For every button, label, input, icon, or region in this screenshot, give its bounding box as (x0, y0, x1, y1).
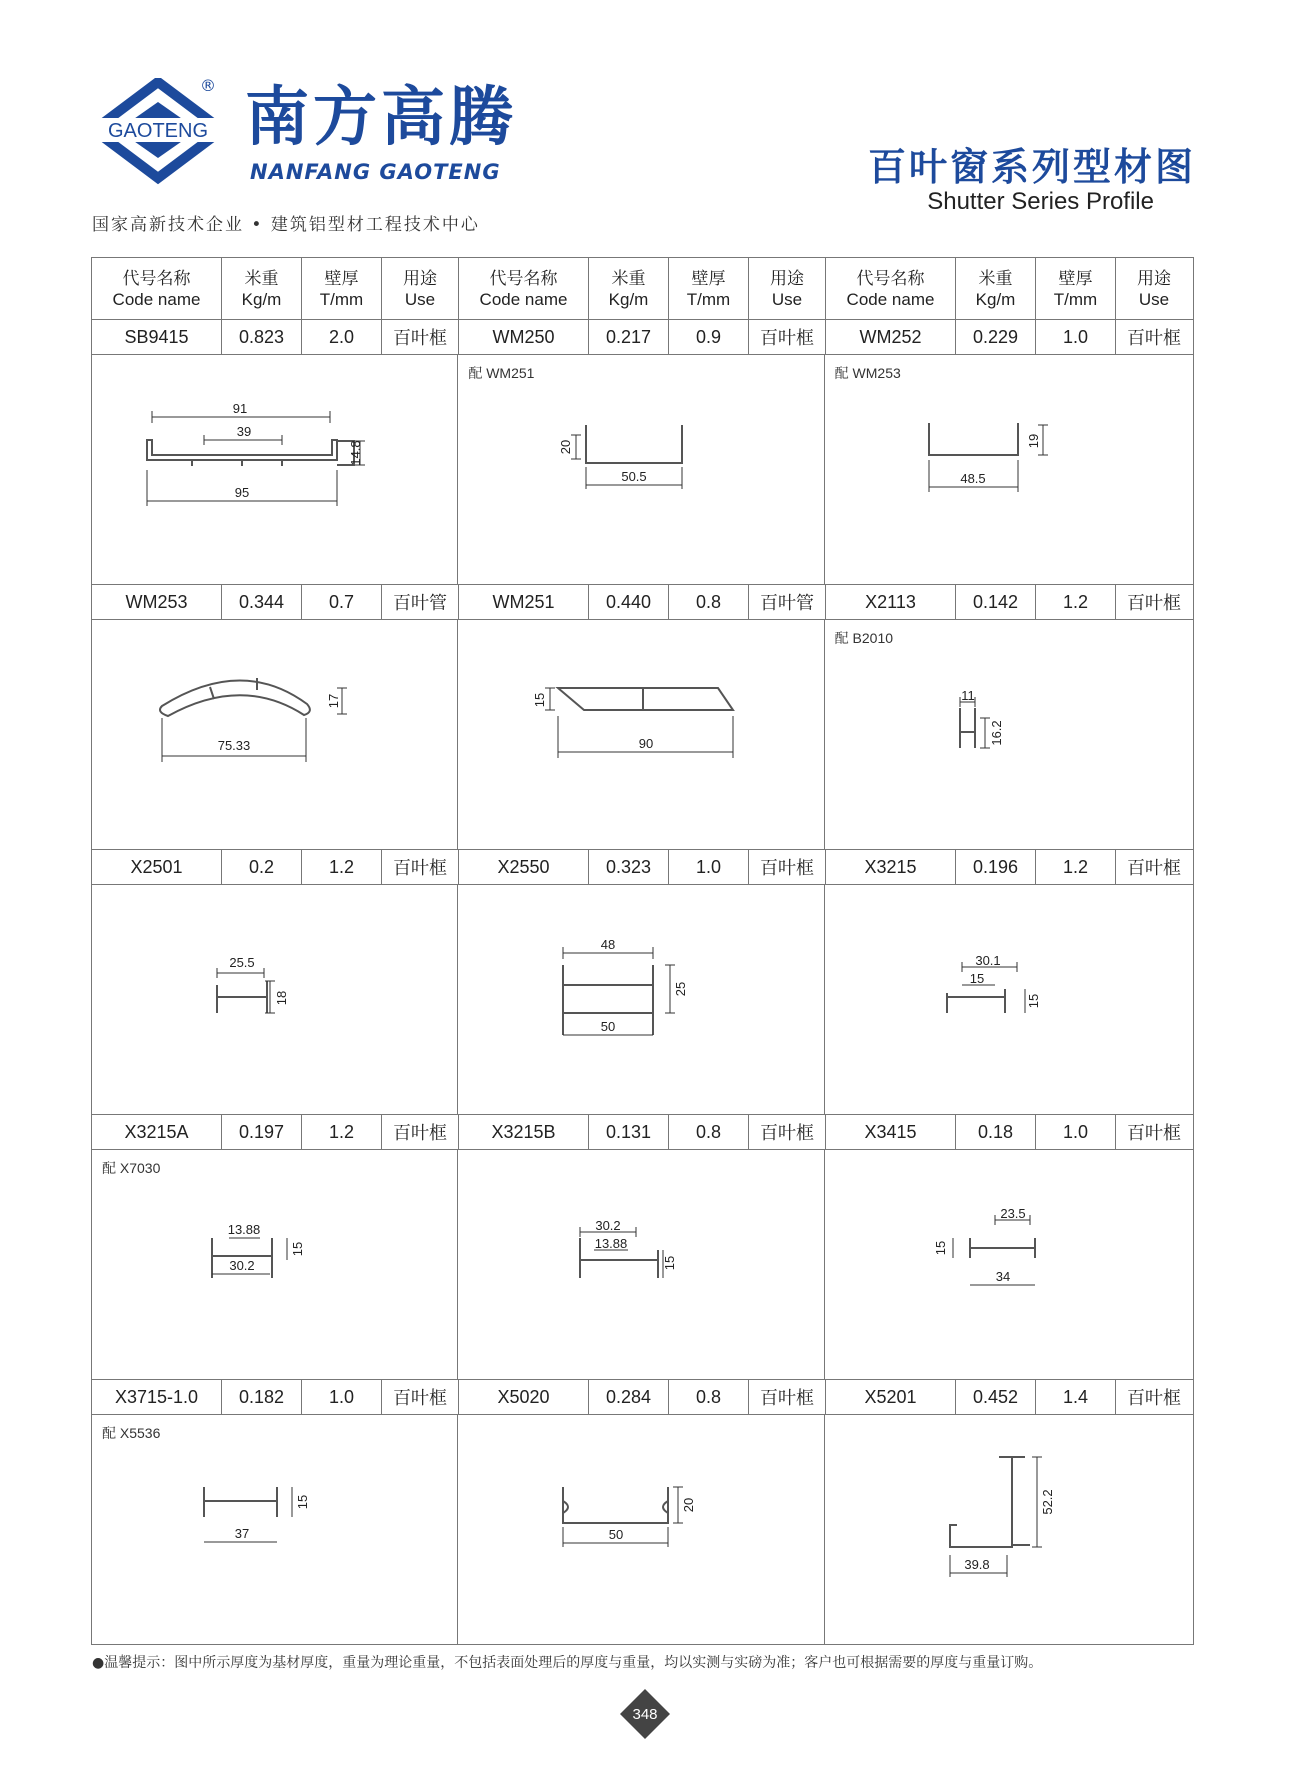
cell-use: 百叶框 (749, 1380, 826, 1414)
profile-drawing (825, 620, 1194, 849)
dimension-label: 95 (234, 485, 250, 500)
dimension-label: 30.1 (975, 953, 1001, 968)
header-use (382, 258, 459, 319)
dimension-label: 20 (558, 439, 574, 455)
profile-drawing (458, 1150, 827, 1379)
dimension-label: 15 (662, 1255, 678, 1271)
header-code-cn: 代号名称 (856, 268, 925, 288)
pairing-note: 配 X5536 (102, 1425, 161, 1441)
footer-note: ●温馨提示：图中所示厚度为基材厚度，重量为理论重量，不包括表面处理后的厚度与重量，均以实测与实磅为准；客户也可根据需要的厚度与重量订购。 (92, 1655, 1043, 1671)
cell-thickness: 1.0 (1036, 1115, 1116, 1149)
cell-use: 百叶框 (1127, 593, 1181, 613)
cell-code-name: WM250 (459, 320, 589, 354)
dimension-label: 15 (1025, 993, 1041, 1009)
header-thick-en: T/mm (319, 289, 364, 309)
cell-use: 百叶框 (1127, 1388, 1181, 1408)
profile-figure (92, 885, 458, 1114)
dimension-label: 50.5 (621, 469, 647, 484)
figure-row (91, 885, 1194, 1115)
header-weight (589, 258, 669, 319)
cell-thickness: 1.2 (1036, 850, 1116, 884)
cell-thickness: 1.0 (669, 850, 749, 884)
pairing-note: 配 WM251 (468, 365, 535, 381)
registered-mark: ® (200, 76, 216, 95)
cell-code-name: X3215A (92, 1115, 222, 1149)
cell-thickness: 0.8 (669, 1115, 749, 1149)
cell-weight: 0.344 (222, 585, 302, 619)
dimension-label: 52.2 (1039, 1489, 1055, 1515)
cell-use: 百叶管 (382, 585, 459, 619)
cell-use: 百叶框 (1127, 328, 1181, 348)
profile-figure (825, 885, 1193, 1114)
cell-thickness: 1.0 (302, 1380, 382, 1414)
cell-use: 百叶框 (1127, 1123, 1181, 1143)
cell-weight: 0.2 (222, 850, 302, 884)
header-use-cn: 用途 (1137, 268, 1171, 288)
profile-drawing (458, 885, 827, 1114)
dimension-label: 19 (1025, 433, 1041, 449)
cell-use: 百叶框 (749, 320, 826, 354)
profile-figure (458, 620, 824, 849)
header-use (1116, 258, 1192, 319)
header-use-cn: 用途 (403, 268, 437, 288)
header-use-cn: 用途 (770, 268, 804, 288)
cell-thickness: 0.7 (302, 585, 382, 619)
cell-thickness: 1.0 (1036, 320, 1116, 354)
profile-drawing (825, 1415, 1194, 1644)
profile-drawing (92, 885, 461, 1114)
header-use-en: Use (771, 289, 803, 309)
dimension-label: 30.2 (595, 1218, 621, 1233)
dimension-label: 23.5 (1000, 1206, 1026, 1221)
dimension-label: 25.5 (229, 955, 255, 970)
profile-figure (825, 355, 1193, 584)
table-row (91, 850, 1194, 885)
cell-code-name: X2550 (459, 850, 589, 884)
header-code-en: Code name (846, 289, 935, 309)
cell-thickness: 1.2 (302, 1115, 382, 1149)
cell-code-name: WM252 (826, 320, 956, 354)
header-thick-cn: 壁厚 (691, 268, 726, 288)
pairing-note: 配 B2010 (834, 630, 894, 646)
profile-figure (92, 1415, 458, 1644)
dimension-label: 15 (290, 1241, 305, 1257)
dimension-label: 17 (326, 693, 341, 709)
cell-weight: 0.323 (589, 850, 669, 884)
dimension-label: 15 (932, 1240, 948, 1256)
header-code (459, 258, 589, 319)
cell-thickness: 0.9 (669, 320, 749, 354)
cell-use: 百叶框 (749, 850, 826, 884)
cell-use: 百叶框 (1127, 858, 1181, 878)
figure-row (91, 620, 1194, 850)
header-code-en: Code name (112, 289, 201, 309)
profile-figure (825, 1150, 1193, 1379)
header-code (826, 258, 956, 319)
cell-code-name: WM253 (92, 585, 222, 619)
cell-weight: 0.182 (222, 1380, 302, 1414)
figure-row (91, 355, 1194, 585)
dimension-label: 75.33 (217, 738, 251, 753)
header-weight-cn: 米重 (611, 268, 646, 288)
header-thickness (302, 258, 382, 319)
cell-weight: 0.229 (956, 320, 1036, 354)
dimension-label: 15 (532, 692, 548, 708)
header-use-en: Use (1138, 289, 1170, 309)
dimension-label: 50 (609, 1527, 624, 1542)
dimension-label: 13.88 (595, 1236, 628, 1251)
cell-thickness: 1.2 (1036, 585, 1116, 619)
cell-code-name: WM251 (459, 585, 589, 619)
dimension-label: 50 (601, 1019, 616, 1034)
cell-use: 百叶框 (382, 320, 459, 354)
header-code-cn: 代号名称 (489, 268, 558, 288)
cell-thickness: 0.8 (669, 585, 749, 619)
profile-figure (458, 1415, 824, 1644)
cell-code-name: SB9415 (92, 320, 222, 354)
table-header (91, 257, 1194, 320)
dimension-label: 48.5 (960, 471, 986, 486)
cell-code-name: X3215 (826, 850, 956, 884)
page-title-cn: 百叶窗系列型材图 (867, 145, 1196, 189)
gaoteng-logo (88, 78, 228, 198)
profile-drawing (458, 1415, 827, 1644)
header-use (749, 258, 826, 319)
header-weight-en: Kg/m (608, 289, 649, 309)
dimension-label: 14.8 (348, 440, 363, 466)
cell-code-name: X5201 (826, 1380, 956, 1414)
dimension-label: 90 (639, 736, 654, 751)
cell-use: 百叶框 (382, 1115, 459, 1149)
dimension-label: 39.8 (964, 1557, 990, 1572)
dimension-label: 39 (236, 424, 252, 439)
profile-drawing (92, 1415, 461, 1644)
profile-figure (825, 1415, 1193, 1644)
pairing-note: 配 X7030 (102, 1160, 161, 1176)
profile-table (91, 257, 1194, 1645)
header-use-en: Use (404, 289, 436, 309)
header-thick-en: T/mm (686, 289, 731, 309)
brand-name-en: NANFANG GAOTENG (250, 160, 501, 184)
cell-use: 百叶框 (382, 1380, 459, 1414)
pairing-note: 配 WM253 (834, 365, 901, 381)
cell-weight: 0.18 (956, 1115, 1036, 1149)
cell-use: 百叶框 (749, 1115, 826, 1149)
profile-figure (92, 355, 458, 584)
profile-drawing (825, 355, 1194, 584)
dimension-label: 11 (960, 688, 975, 703)
cell-weight: 0.440 (589, 585, 669, 619)
header-weight-cn: 米重 (978, 268, 1013, 288)
cell-weight: 0.217 (589, 320, 669, 354)
header-code-en: Code name (479, 289, 568, 309)
table-body (91, 320, 1194, 1645)
header-code-cn: 代号名称 (122, 268, 191, 288)
profile-figure (458, 355, 824, 584)
dimension-label: 91 (232, 401, 248, 416)
profile-figure (458, 885, 824, 1114)
cell-use: 百叶框 (382, 850, 459, 884)
dimension-label: 18 (274, 990, 289, 1006)
cell-code-name: X3415 (826, 1115, 956, 1149)
header-code (92, 258, 222, 319)
header-thickness (669, 258, 749, 319)
header-thick-cn: 壁厚 (324, 268, 359, 288)
profile-drawing (458, 355, 827, 584)
cell-thickness: 2.0 (302, 320, 382, 354)
profile-figure (458, 1150, 824, 1379)
header-weight (956, 258, 1036, 319)
header-weight (222, 258, 302, 319)
cell-code-name: X5020 (459, 1380, 589, 1414)
profile-figure (92, 1150, 458, 1379)
page-title-en: Shutter Series Profile (927, 188, 1154, 215)
profile-figure (92, 620, 458, 849)
header-thickness (1036, 258, 1116, 319)
profile-figure (825, 620, 1193, 849)
figure-row (91, 1150, 1194, 1380)
header-weight-en: Kg/m (975, 289, 1016, 309)
table-row (91, 1115, 1194, 1150)
cell-thickness: 0.8 (669, 1380, 749, 1414)
dimension-label: 30.2 (229, 1258, 255, 1273)
cell-weight: 0.284 (589, 1380, 669, 1414)
profile-drawing (92, 620, 461, 849)
table-row (91, 1380, 1194, 1415)
header-weight-cn: 米重 (244, 268, 279, 288)
profile-drawing (92, 1150, 461, 1379)
cell-code-name: X3215B (459, 1115, 589, 1149)
cell-code-name: X3715-1.0 (92, 1380, 222, 1414)
dimension-label: 20 (681, 1497, 697, 1513)
profile-drawing (825, 885, 1194, 1114)
dimension-label: 15 (295, 1494, 310, 1510)
profile-drawing (825, 1150, 1194, 1379)
cell-use: 百叶管 (749, 585, 826, 619)
cell-weight: 0.131 (589, 1115, 669, 1149)
tagline: 国家高新技术企业 • 建筑铝型材工程技术中心 (92, 215, 480, 235)
profile-drawing (458, 620, 827, 849)
cell-thickness: 1.2 (302, 850, 382, 884)
cell-weight: 0.823 (222, 320, 302, 354)
cell-code-name: X2113 (826, 585, 956, 619)
logo-text: GAOTENG (107, 120, 209, 142)
table-row (91, 585, 1194, 620)
header-weight-en: Kg/m (241, 289, 282, 309)
page-number-badge (619, 1688, 671, 1740)
cell-weight: 0.452 (956, 1380, 1036, 1414)
header-thick-en: T/mm (1053, 289, 1098, 309)
dimension-label: 16.2 (988, 720, 1004, 746)
dimension-label: 34 (995, 1269, 1010, 1284)
cell-weight: 0.197 (222, 1115, 302, 1149)
header-thick-cn: 壁厚 (1058, 268, 1093, 288)
brand-name-cn: 南方高腾 (245, 81, 517, 155)
figure-row (91, 1415, 1194, 1645)
cell-weight: 0.196 (956, 850, 1036, 884)
dimension-label: 25 (673, 981, 689, 997)
cell-thickness: 1.4 (1036, 1380, 1116, 1414)
profile-drawing (92, 355, 461, 584)
dimension-label: 37 (234, 1526, 250, 1541)
dimension-label: 48 (601, 937, 616, 952)
page-number: 348 (632, 1706, 658, 1723)
cell-code-name: X2501 (92, 850, 222, 884)
table-row (91, 320, 1194, 355)
cell-weight: 0.142 (956, 585, 1036, 619)
dimension-label: 13.88 (227, 1222, 261, 1237)
dimension-label: 15 (969, 971, 984, 986)
